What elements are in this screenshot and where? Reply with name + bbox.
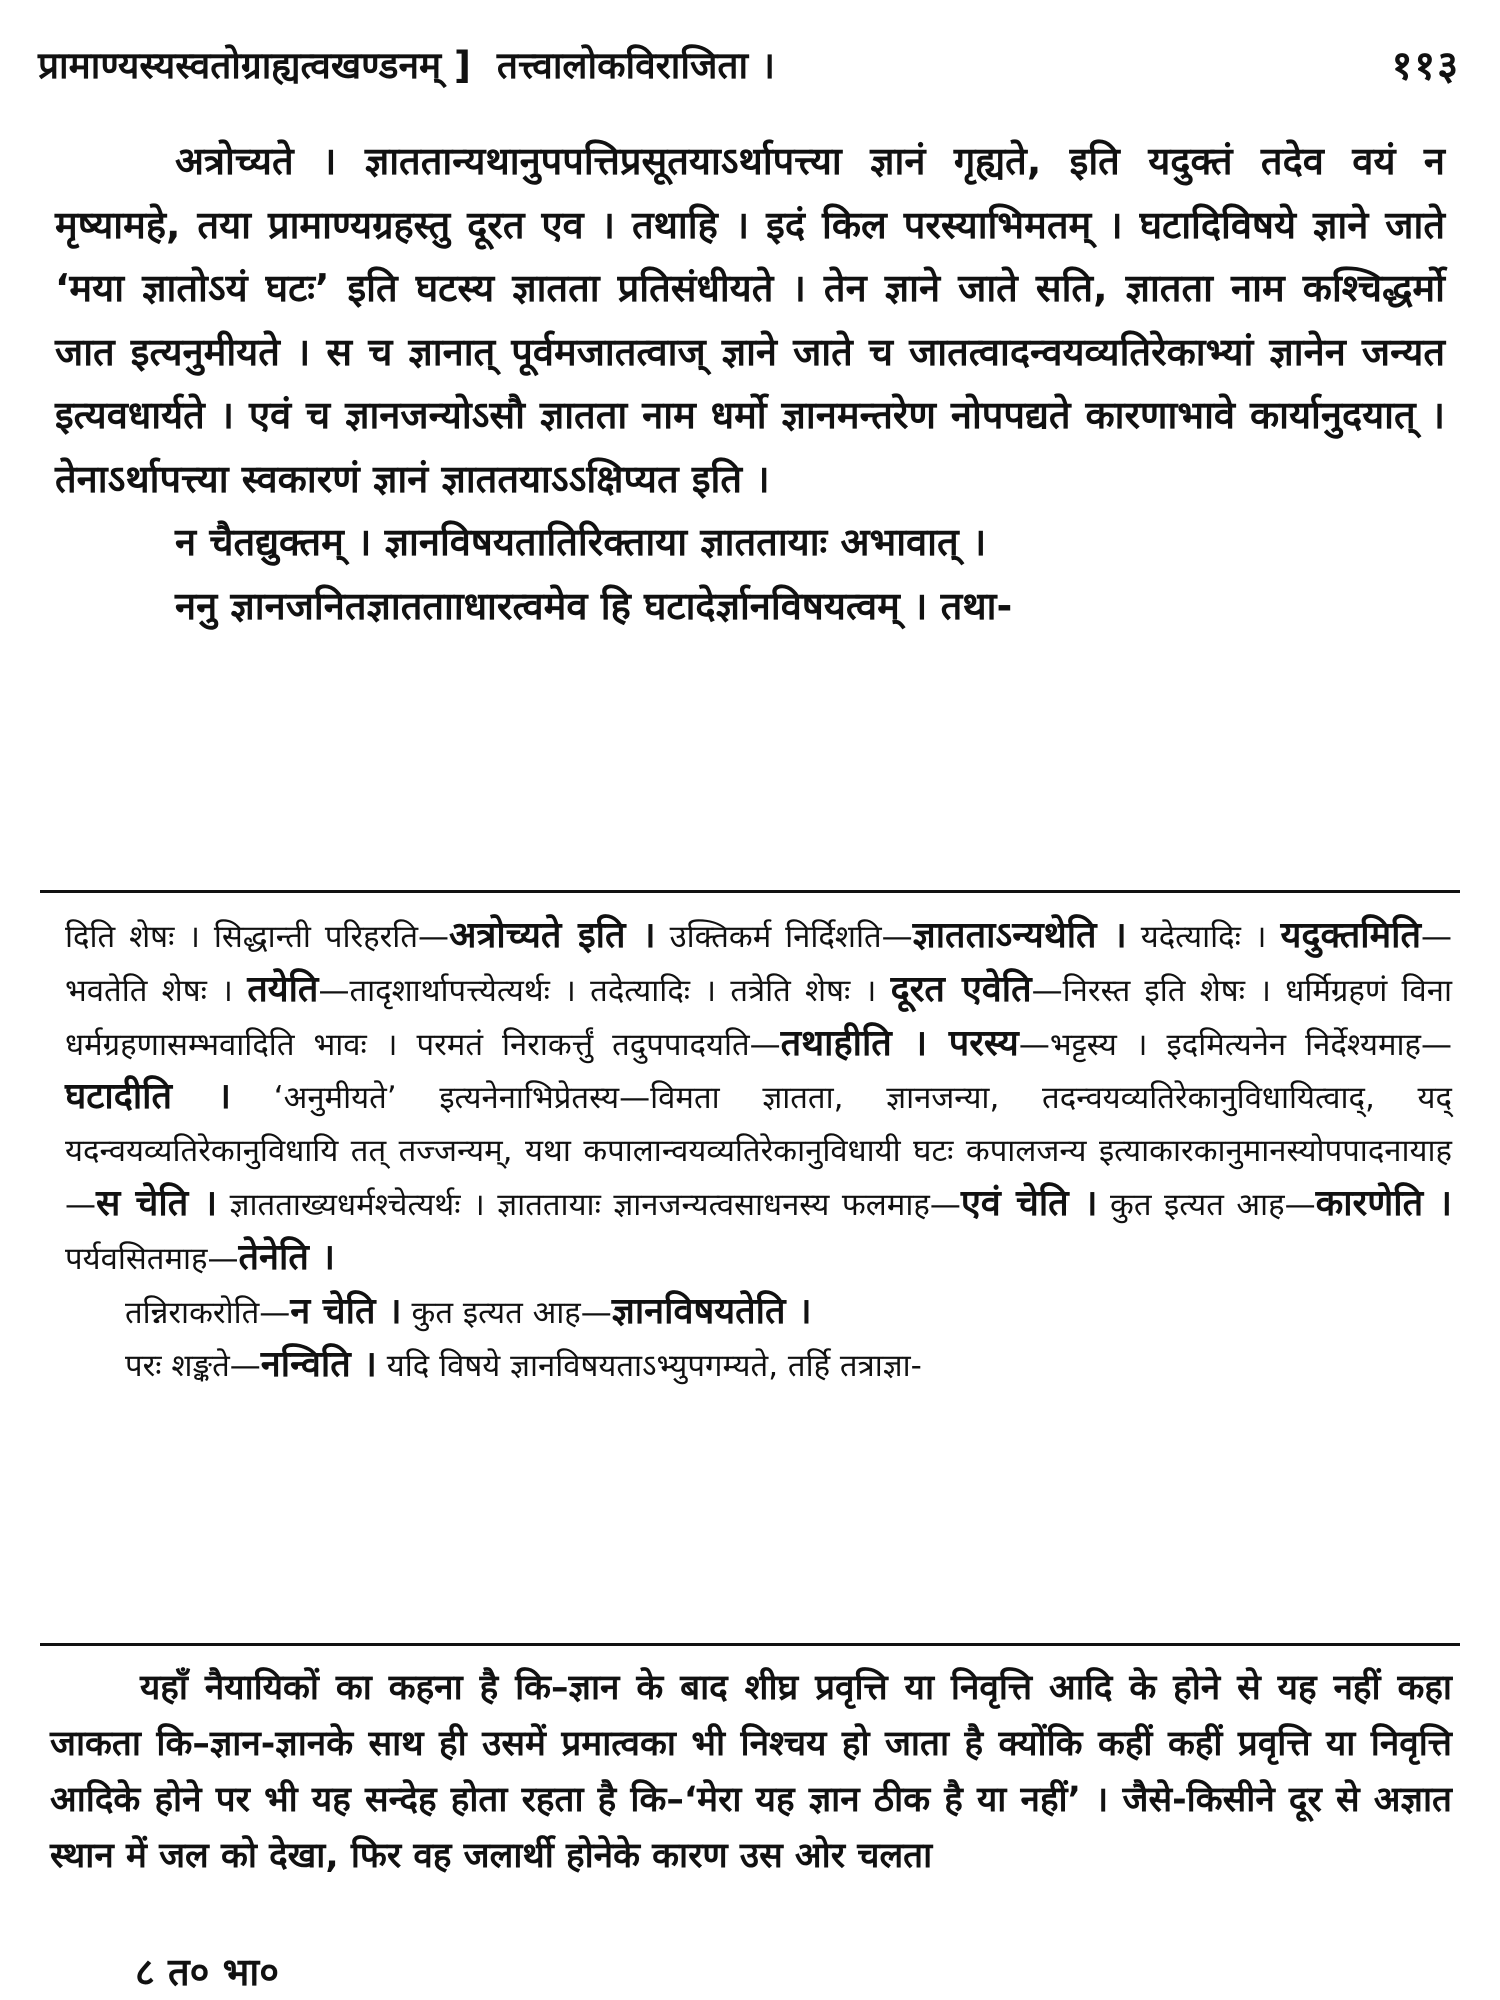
book-title: तत्त्वालोकविराजिता । <box>496 43 776 87</box>
chapter-title: प्रामाण्यस्यस्वतोग्राह्यत्वखण्डनम् ] <box>38 43 471 87</box>
running-header <box>38 28 1460 98</box>
commentary <box>65 910 1452 1393</box>
main-paragraph: न चैतद्युक्तम् । ज्ञानविषयतातिरिक्ताया ज्ञाततायाः अभावात् । <box>175 520 987 564</box>
commentary-paragraph: तन्निराकरोति—न चेति । कुत इत्यत आह—ज्ञानविषयतेति । <box>125 1290 812 1332</box>
hindi-translation <box>50 1660 1452 1884</box>
main-paragraph: अत्रोच्यते । ज्ञाततान्यथानुपपत्तिप्रसूतयाऽर्थापत्त्या ज्ञानं गृह्यते, इति यदुक्तं तदेव वयं न मृष्यामहे, तया प्रामाण्यग्रहस्तु दूरत एव । तथाहि । इदं किल परस्याभिमतम् । घटादिविषये ज्ञाने जाते ‘मया ज्ञातोऽयं घटः’ इति घटस्य ज्ञातता प्रतिसंधीयते । तेन ज्ञाने जाते सति, ज्ञातता नाम कश्चिद्धर्मो जात इत्यनुमीयते । स च ज्ञानात् पूर्वमजातत्वाज् ज्ञाने जाते च जातत्वादन्वयव्यतिरेकाभ्यां ज्ञानेन जन्यत इत्यवधार्यते । एवं च ज्ञानजन्योऽसौ ज्ञातता नाम धर्मो ज्ञानमन्तरेण नोपपद्यते कारणाभावे कार्यानुदयात् । तेनाऽर्थापत्त्या स्वकारणं ज्ञानं ज्ञाततयाऽऽक्षिप्यत इति । <box>55 139 1445 501</box>
divider-bottom <box>40 1643 1460 1646</box>
divider-top <box>40 890 1460 893</box>
commentary-paragraph: परः शङ्कते—नन्विति । यदि विषये ज्ञानविषयताऽभ्युपगम्यते, तर्हि तत्राज्ञा- <box>125 1344 922 1386</box>
commentary-paragraph: दिति शेषः । सिद्धान्ती परिहरति—अत्रोच्यते इति । उक्तिकर्म निर्दिशति—ज्ञातताऽन्यथेति । यदेत्यादिः । यदुक्तमिति—भवतेति शेषः । तयेति—तादृशार्थापत्त्येत्यर्थः । तदेत्यादिः । तत्रेति शेषः । दूरत एवेति—निरस्त इति शेषः । धर्मिग्रहणं विना धर्मग्रहणासम्भवादिति भावः । परमतं निराकर्त्तुं तदुपपादयति—तथाहीति । परस्य—भट्टस्य । इदमित्यनेन निर्देश्यमाह—घटादीति । ‘अनुमीयते’ इत्यनेनाभिप्रेतस्य—विमता ज्ञातता, ज्ञानजन्या, तदन्वयव्यतिरेकानुविधायित्वाद्, यद् यदन्वयव्यतिरेकानुविधायि तत् तज्जन्यम्, यथा कपालान्वयव्यतिरेकानुविधायी घटः कपालजन्य इत्याकारकानुमानस्योपपादनायाह—स चेति । ज्ञातताख्यधर्मश्चेत्यर्थः । ज्ञाततायाः ज्ञानजन्यत्वसाधनस्य फलमाह—एवं चेति । कुत इत्यत आह—कारणेति । पर्यवसितमाह—तेनेति । <box>65 915 1453 1278</box>
page-number: ११३ <box>1391 42 1460 89</box>
main-text <box>55 130 1445 638</box>
signature-mark: ८ त० भा० <box>135 1950 279 1994</box>
main-paragraph: ननु ज्ञानजनितज्ञाततााधारत्वमेव हि घटादेर्ज्ञानविषयत्वम् । तथा- <box>175 583 1013 628</box>
translation-paragraph: यहाँ नैयायिकों का कहना है कि–ज्ञान के बाद शीघ्र प्रवृत्ति या निवृत्ति आदि के होने से यह नहीं कहा जाकता कि–ज्ञान-ज्ञानके साथ ही उसमें प्रमात्वका भी निश्चय हो जाता है क्योंकि कहीं कहीं प्रवृत्ति या निवृत्ति आदिके होने पर भी यह सन्देह होता रहता है कि–‘मेरा यह ज्ञान ठीक है या नहीं’ । जैसे-किसीने दूर से अज्ञात स्थान में जल को देखा, फिर वह जलार्थी होनेके कारण उस ओर चलता <box>50 1668 1452 1876</box>
